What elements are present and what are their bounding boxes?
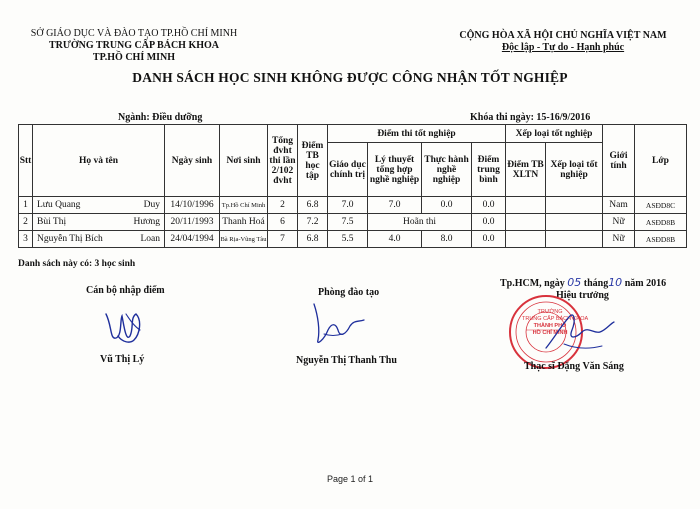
cell-first-name: Hương [133,217,160,227]
cell-units: 7 [268,231,298,248]
national-header [448,30,678,54]
header-rank: Xếp loại tốt nghiệp [546,143,603,197]
cell-exam-avg: 0.0 [472,214,506,231]
cell-class: ASĐD8C [635,197,687,214]
signing-date [500,276,666,289]
cell-units: 2 [268,197,298,214]
cell-politics: 7.5 [328,214,368,231]
cell-exam-avg: 0.0 [472,197,506,214]
cell-xltn [506,197,546,214]
issuer-header [14,28,254,64]
cell-name [33,214,165,231]
entry-officer-name: Vũ Thị Lý [100,354,145,365]
header-rank-group: Xếp loại tốt nghiệp [506,125,603,143]
cell-theory: 7.0 [368,197,422,214]
cell-gender: Nam [603,197,635,214]
cell-pob: Tp.Hồ Chí Minh [220,197,268,214]
cell-politics: 7.0 [328,197,368,214]
cell-pob: Bà Rịa-Vũng Tàu [220,231,268,248]
cell-exam-avg: 0.0 [472,231,506,248]
cell-rank [546,214,603,231]
header-pob: Nơi sinh [220,125,268,197]
cell-first-name: Duy [143,200,160,210]
cell-xltn [506,231,546,248]
cell-stt: 1 [19,197,33,214]
cell-avg: 6.8 [298,231,328,248]
document-title: DANH SÁCH HỌC SINH KHÔNG ĐƯỢC CÔNG NHẬN TỐT NGHIỆP [132,70,568,85]
cell-theory-practice: Hoãn thi [368,214,472,231]
principal-title: Hiệu trưởng [556,290,609,301]
header-xltn-score: Điểm TB XLTN [506,143,546,197]
cell-politics: 5.5 [328,231,368,248]
header-exam-avg: Điểm trung bình [472,143,506,197]
cell-stt: 3 [19,231,33,248]
table-row [19,214,687,231]
date-prefix: Tp.HCM, ngày [500,278,565,289]
exam-period-label: Khóa thi ngày: 15-16/9/2016 [470,112,591,123]
date-year: năm 2016 [624,278,667,289]
cell-class: ASĐD8B [635,231,687,248]
school-city: TP.HỒ CHÍ MINH [92,52,176,63]
cell-dob: 24/04/1994 [165,231,220,248]
training-office-name: Nguyễn Thị Thanh Thu [296,355,397,366]
entry-officer-title: Cán bộ nhập điểm [86,285,165,296]
cell-practice: 8.0 [422,231,472,248]
header-class: Lớp [635,125,687,197]
cell-rank [546,197,603,214]
cell-rank [546,231,603,248]
stamp-text-mid2: THÀNH PHỐ [533,323,567,329]
school-name: TRƯỜNG TRUNG CẤP BÁCH KHOA [48,40,219,51]
republic-name: CỘNG HÒA XÃ HỘI CHỦ NGHĨA VIỆT NAM [459,30,667,41]
stamp-text-mid1: TRUNG CẤP BÁCH KHOA [522,316,589,322]
cell-gender: Nữ [603,231,635,248]
cell-name [33,197,165,214]
cell-xltn [506,214,546,231]
cell-dob: 14/10/1996 [165,197,220,214]
cell-stt: 2 [19,214,33,231]
cell-last-name: Nguyễn Thị Bích [37,234,103,244]
entry-officer-signature [100,306,150,350]
student-count: Danh sách này có: 3 học sinh [18,259,136,269]
header-practice: Thực hành nghề nghiệp [422,143,472,197]
stamp-text-top: TRƯỜNG [537,309,563,315]
cell-avg: 7.2 [298,214,328,231]
header-politics: Giáo dục chính trị [328,143,368,197]
training-office-title: Phòng đào tạo [318,287,380,298]
cell-class: ASĐD8B [635,214,687,231]
header-total-units: Tổng đvht thi lần 2/102 đvht [268,125,298,197]
header-theory: Lý thuyết tổng hợp nghề nghiệp [368,143,422,197]
table-row [19,231,687,248]
cell-first-name: Loan [140,234,160,244]
principal-name: Thạc sĩ Đặng Văn Sáng [524,361,624,372]
cell-gender: Nữ [603,214,635,231]
cell-dob: 20/11/1993 [165,214,220,231]
date-month-label: tháng [583,278,609,289]
header-gender: Giới tính [603,125,635,197]
table-row [19,197,687,214]
national-motto: Độc lập - Tự do - Hạnh phúc [501,42,625,53]
cell-name [33,231,165,248]
major-label: Ngành: Điều dưỡng [118,112,203,123]
header-name: Họ và tên [33,125,165,197]
header-exam-group: Điểm thi tốt nghiệp [328,125,506,143]
cell-last-name: Lưu Quang [37,200,81,210]
cell-avg: 6.8 [298,197,328,214]
header-dob: Ngày sinh [165,125,220,197]
page-footer: Page 1 of 1 [326,474,374,484]
principal-signature [540,308,620,364]
stamp-text-bottom: HỒ CHÍ MINH [532,330,568,336]
cell-pob: Thanh Hoá [220,214,268,231]
student-table [18,124,687,248]
department-name: SỞ GIÁO DỤC VÀ ĐÀO TẠO TP.HỒ CHÍ MINH [30,28,238,39]
cell-practice: 0.0 [422,197,472,214]
training-office-signature [306,300,376,350]
cell-units: 6 [268,214,298,231]
header-avg-score: Điểm TB học tập [298,125,328,197]
cell-theory: 4.0 [368,231,422,248]
date-day: 05 [567,276,582,289]
header-stt: Stt [19,125,33,197]
date-month: 10 [608,276,623,289]
cell-last-name: Bùi Thị [37,217,67,227]
